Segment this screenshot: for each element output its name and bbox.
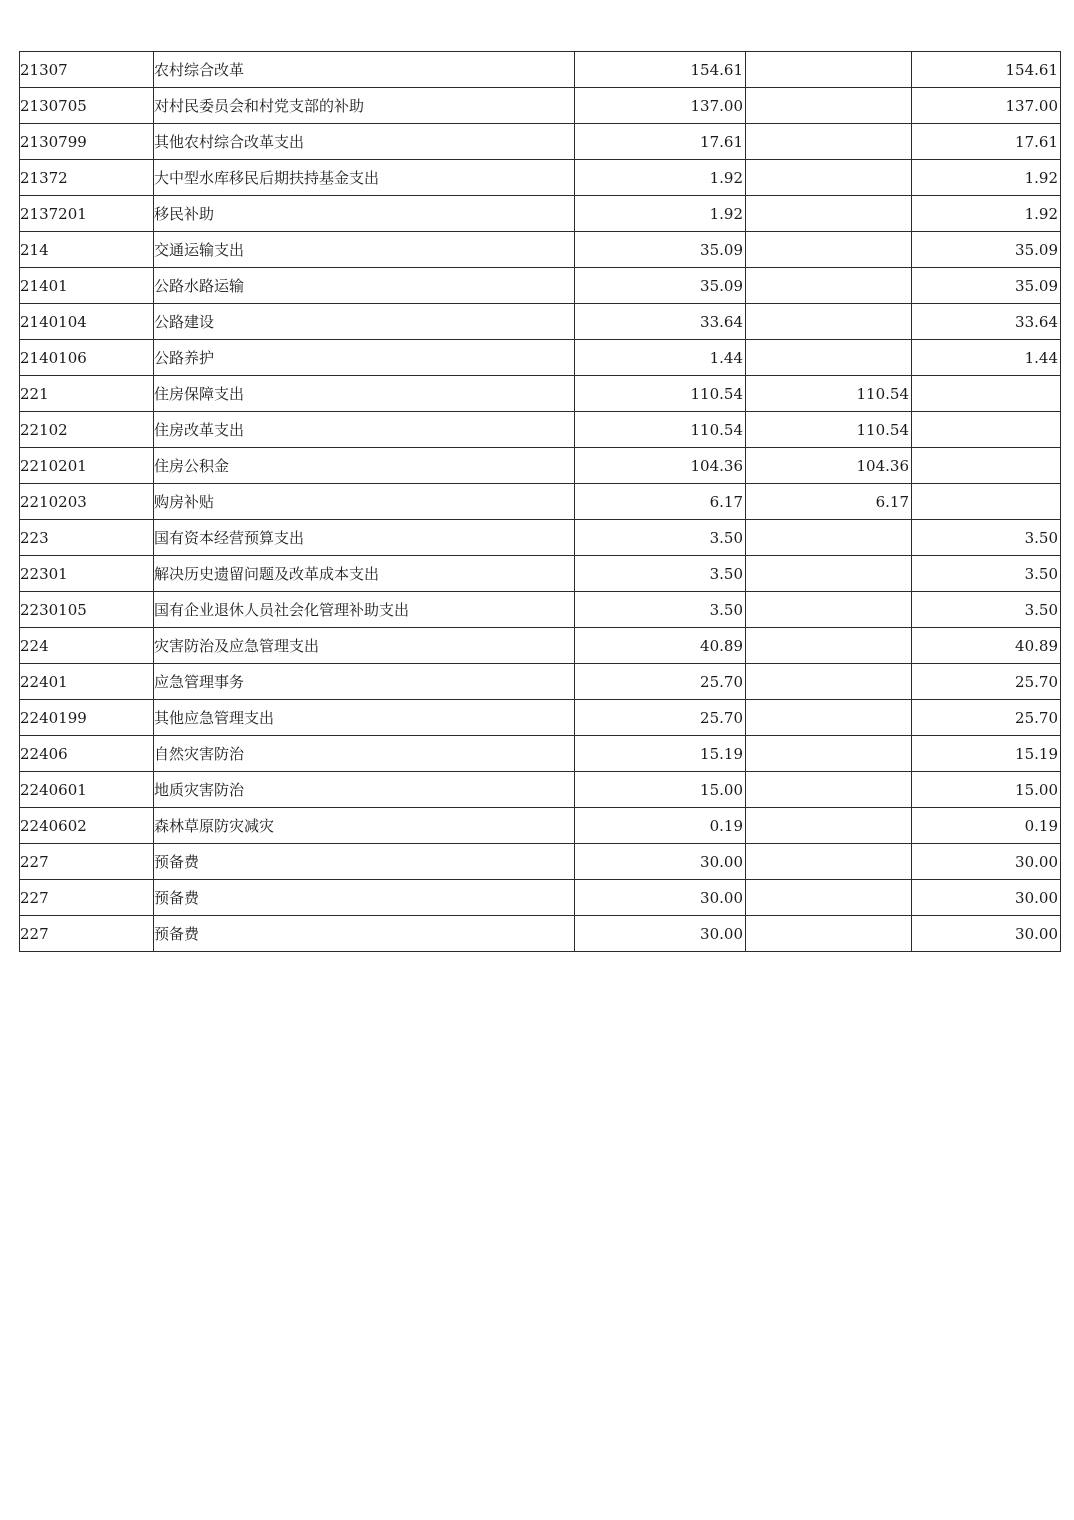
subject-code-cell: 2130799 <box>20 124 154 160</box>
subject-name-cell: 交通运输支出 <box>154 232 575 268</box>
subject-code-cell: 22102 <box>20 412 154 448</box>
subject-code-cell: 21401 <box>20 268 154 304</box>
table-row <box>20 304 1061 340</box>
subject-name-cell: 其他应急管理支出 <box>154 700 575 736</box>
basic-expenditure-cell: 110.54 <box>746 412 912 448</box>
basic-expenditure-cell <box>746 52 912 88</box>
project-expenditure-cell: 3.50 <box>912 592 1061 628</box>
table-row <box>20 412 1061 448</box>
subject-name-cell: 住房改革支出 <box>154 412 575 448</box>
subject-code-cell: 2210203 <box>20 484 154 520</box>
subject-code-cell: 2240601 <box>20 772 154 808</box>
subject-name-cell: 大中型水库移民后期扶持基金支出 <box>154 160 575 196</box>
subject-code-cell: 2140106 <box>20 340 154 376</box>
total-amount-cell: 25.70 <box>575 664 746 700</box>
table-row <box>20 124 1061 160</box>
basic-expenditure-cell <box>746 916 912 952</box>
basic-expenditure-cell <box>746 880 912 916</box>
table-row <box>20 556 1061 592</box>
basic-expenditure-cell <box>746 304 912 340</box>
project-expenditure-cell: 25.70 <box>912 700 1061 736</box>
subject-name-cell: 公路水路运输 <box>154 268 575 304</box>
subject-name-cell: 国有企业退休人员社会化管理补助支出 <box>154 592 575 628</box>
project-expenditure-cell: 1.44 <box>912 340 1061 376</box>
subject-code-cell: 22406 <box>20 736 154 772</box>
subject-name-cell: 预备费 <box>154 880 575 916</box>
project-expenditure-cell: 30.00 <box>912 844 1061 880</box>
subject-name-cell: 住房保障支出 <box>154 376 575 412</box>
table-row <box>20 592 1061 628</box>
subject-code-cell: 227 <box>20 880 154 916</box>
subject-name-cell: 自然灾害防治 <box>154 736 575 772</box>
total-amount-cell: 30.00 <box>575 844 746 880</box>
project-expenditure-cell: 137.00 <box>912 88 1061 124</box>
subject-code-cell: 2240199 <box>20 700 154 736</box>
project-expenditure-cell: 15.00 <box>912 772 1061 808</box>
subject-name-cell: 对村民委员会和村党支部的补助 <box>154 88 575 124</box>
project-expenditure-cell: 17.61 <box>912 124 1061 160</box>
basic-expenditure-cell <box>746 232 912 268</box>
total-amount-cell: 3.50 <box>575 556 746 592</box>
total-amount-cell: 137.00 <box>575 88 746 124</box>
subject-name-cell: 国有资本经营预算支出 <box>154 520 575 556</box>
basic-expenditure-cell <box>746 340 912 376</box>
subject-code-cell: 2210201 <box>20 448 154 484</box>
subject-code-cell: 227 <box>20 916 154 952</box>
basic-expenditure-cell <box>746 268 912 304</box>
subject-code-cell: 224 <box>20 628 154 664</box>
project-expenditure-cell: 1.92 <box>912 160 1061 196</box>
project-expenditure-cell: 1.92 <box>912 196 1061 232</box>
project-expenditure-cell: 0.19 <box>912 808 1061 844</box>
table-row <box>20 916 1061 952</box>
subject-code-cell: 21307 <box>20 52 154 88</box>
basic-expenditure-cell <box>746 700 912 736</box>
project-expenditure-cell: 35.09 <box>912 268 1061 304</box>
table-row <box>20 520 1061 556</box>
subject-code-cell: 227 <box>20 844 154 880</box>
subject-code-cell: 2240602 <box>20 808 154 844</box>
total-amount-cell: 35.09 <box>575 232 746 268</box>
project-expenditure-cell: 15.19 <box>912 736 1061 772</box>
total-amount-cell: 1.92 <box>575 160 746 196</box>
subject-name-cell: 农村综合改革 <box>154 52 575 88</box>
table-body <box>20 52 1061 952</box>
budget-table <box>19 51 1061 952</box>
subject-code-cell: 2137201 <box>20 196 154 232</box>
table-row <box>20 88 1061 124</box>
table-row <box>20 628 1061 664</box>
table-row <box>20 52 1061 88</box>
table-row <box>20 160 1061 196</box>
table-row <box>20 196 1061 232</box>
subject-code-cell: 2230105 <box>20 592 154 628</box>
total-amount-cell: 25.70 <box>575 700 746 736</box>
project-expenditure-cell: 25.70 <box>912 664 1061 700</box>
total-amount-cell: 15.00 <box>575 772 746 808</box>
basic-expenditure-cell <box>746 592 912 628</box>
subject-code-cell: 2130705 <box>20 88 154 124</box>
subject-name-cell: 移民补助 <box>154 196 575 232</box>
table-row <box>20 880 1061 916</box>
subject-name-cell: 公路建设 <box>154 304 575 340</box>
subject-name-cell: 解决历史遗留问题及改革成本支出 <box>154 556 575 592</box>
table-row <box>20 376 1061 412</box>
basic-expenditure-cell <box>746 628 912 664</box>
basic-expenditure-cell <box>746 196 912 232</box>
subject-code-cell: 221 <box>20 376 154 412</box>
subject-code-cell: 2140104 <box>20 304 154 340</box>
subject-name-cell: 住房公积金 <box>154 448 575 484</box>
project-expenditure-cell <box>912 376 1061 412</box>
basic-expenditure-cell <box>746 844 912 880</box>
total-amount-cell: 1.92 <box>575 196 746 232</box>
total-amount-cell: 110.54 <box>575 376 746 412</box>
basic-expenditure-cell <box>746 556 912 592</box>
subject-name-cell: 预备费 <box>154 844 575 880</box>
total-amount-cell: 110.54 <box>575 412 746 448</box>
total-amount-cell: 15.19 <box>575 736 746 772</box>
subject-name-cell: 森林草原防灾减灾 <box>154 808 575 844</box>
basic-expenditure-cell <box>746 124 912 160</box>
subject-code-cell: 214 <box>20 232 154 268</box>
project-expenditure-cell: 3.50 <box>912 520 1061 556</box>
basic-expenditure-cell <box>746 808 912 844</box>
table-row <box>20 844 1061 880</box>
project-expenditure-cell <box>912 484 1061 520</box>
project-expenditure-cell: 3.50 <box>912 556 1061 592</box>
basic-expenditure-cell <box>746 160 912 196</box>
total-amount-cell: 30.00 <box>575 880 746 916</box>
project-expenditure-cell: 154.61 <box>912 52 1061 88</box>
subject-name-cell: 预备费 <box>154 916 575 952</box>
subject-code-cell: 223 <box>20 520 154 556</box>
total-amount-cell: 154.61 <box>575 52 746 88</box>
project-expenditure-cell: 33.64 <box>912 304 1061 340</box>
total-amount-cell: 40.89 <box>575 628 746 664</box>
project-expenditure-cell: 35.09 <box>912 232 1061 268</box>
subject-code-cell: 22401 <box>20 664 154 700</box>
table-row <box>20 448 1061 484</box>
table-row <box>20 340 1061 376</box>
subject-name-cell: 公路养护 <box>154 340 575 376</box>
basic-expenditure-cell: 6.17 <box>746 484 912 520</box>
table-row <box>20 232 1061 268</box>
subject-name-cell: 灾害防治及应急管理支出 <box>154 628 575 664</box>
basic-expenditure-cell <box>746 520 912 556</box>
total-amount-cell: 0.19 <box>575 808 746 844</box>
total-amount-cell: 104.36 <box>575 448 746 484</box>
basic-expenditure-cell <box>746 664 912 700</box>
table-row <box>20 772 1061 808</box>
total-amount-cell: 17.61 <box>575 124 746 160</box>
basic-expenditure-cell <box>746 736 912 772</box>
total-amount-cell: 1.44 <box>575 340 746 376</box>
table-row <box>20 484 1061 520</box>
subject-name-cell: 应急管理事务 <box>154 664 575 700</box>
total-amount-cell: 3.50 <box>575 520 746 556</box>
subject-name-cell: 购房补贴 <box>154 484 575 520</box>
table-row <box>20 808 1061 844</box>
subject-code-cell: 22301 <box>20 556 154 592</box>
subject-name-cell: 地质灾害防治 <box>154 772 575 808</box>
table-row <box>20 736 1061 772</box>
project-expenditure-cell: 40.89 <box>912 628 1061 664</box>
total-amount-cell: 30.00 <box>575 916 746 952</box>
project-expenditure-cell <box>912 412 1061 448</box>
basic-expenditure-cell <box>746 772 912 808</box>
project-expenditure-cell <box>912 448 1061 484</box>
basic-expenditure-cell: 104.36 <box>746 448 912 484</box>
total-amount-cell: 3.50 <box>575 592 746 628</box>
subject-name-cell: 其他农村综合改革支出 <box>154 124 575 160</box>
total-amount-cell: 6.17 <box>575 484 746 520</box>
table-row <box>20 700 1061 736</box>
basic-expenditure-cell <box>746 88 912 124</box>
table-row <box>20 268 1061 304</box>
total-amount-cell: 33.64 <box>575 304 746 340</box>
subject-code-cell: 21372 <box>20 160 154 196</box>
table-row <box>20 664 1061 700</box>
total-amount-cell: 35.09 <box>575 268 746 304</box>
project-expenditure-cell: 30.00 <box>912 916 1061 952</box>
project-expenditure-cell: 30.00 <box>912 880 1061 916</box>
basic-expenditure-cell: 110.54 <box>746 376 912 412</box>
